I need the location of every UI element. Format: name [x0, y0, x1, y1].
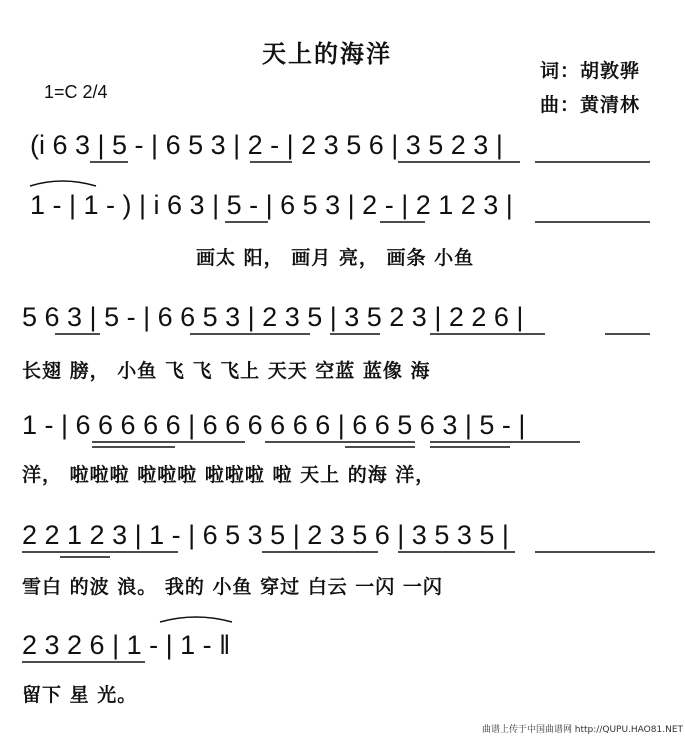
notation-row-5: 2 2 1 2 3 | 1 - | 6 5 3 5 | 2 3 5 6 | 3 5 3 5 | — [22, 520, 509, 550]
key-signature: 1=C 2/4 — [44, 82, 108, 102]
notation-row-6: 2 3 2 6 | 1 - | 1 - ‖ — [22, 630, 231, 660]
notation-row-4: 1 - | 6 6 6 6 6 | 6 6 6 6 6 6 | 6 6 5 6 3 | 5 - | — [22, 410, 526, 440]
lyric-row-3: 长翅 膀， 小鱼 飞 飞 飞上 天天 空蓝 蓝像 海 — [22, 360, 431, 382]
lyric-row-4: 洋， 啦啦啦 啦啦啦 啦啦啦 啦 天上 的海 洋， — [22, 464, 436, 486]
lyric-row-5: 雪白 的波 浪。 我的 小鱼 穿过 白云 一闪 一闪 — [22, 576, 443, 598]
notation-row-1: (i 6 3 | 5 - | 6 5 3 | 2 - | 2 3 5 6 | 3 5 2 3 | — [30, 130, 503, 160]
song-title: 天上的海洋 — [262, 40, 392, 68]
lyricist-credit: 词：胡敦骅 — [540, 60, 641, 82]
notation-row-3: 5 6 3 | 5 - | 6 6 5 3 | 2 3 5 | 3 5 2 3 | 2 2 6 | — [22, 302, 524, 332]
footer-watermark: 曲谱上传于中国曲谱网 http://QUPU.HAO81.NET — [481, 725, 683, 735]
lyric-row-2: 画太 阳， 画月 亮， 画条 小鱼 — [196, 247, 475, 269]
notation-row-2: 1 - | 1 - ) | i 6 3 | 5 - | 6 5 3 | 2 - | 2 1 2 3 | — [30, 190, 513, 220]
composer-credit: 曲：黄清林 — [540, 94, 641, 116]
lyric-row-6: 留下 星 光。 — [22, 684, 138, 706]
